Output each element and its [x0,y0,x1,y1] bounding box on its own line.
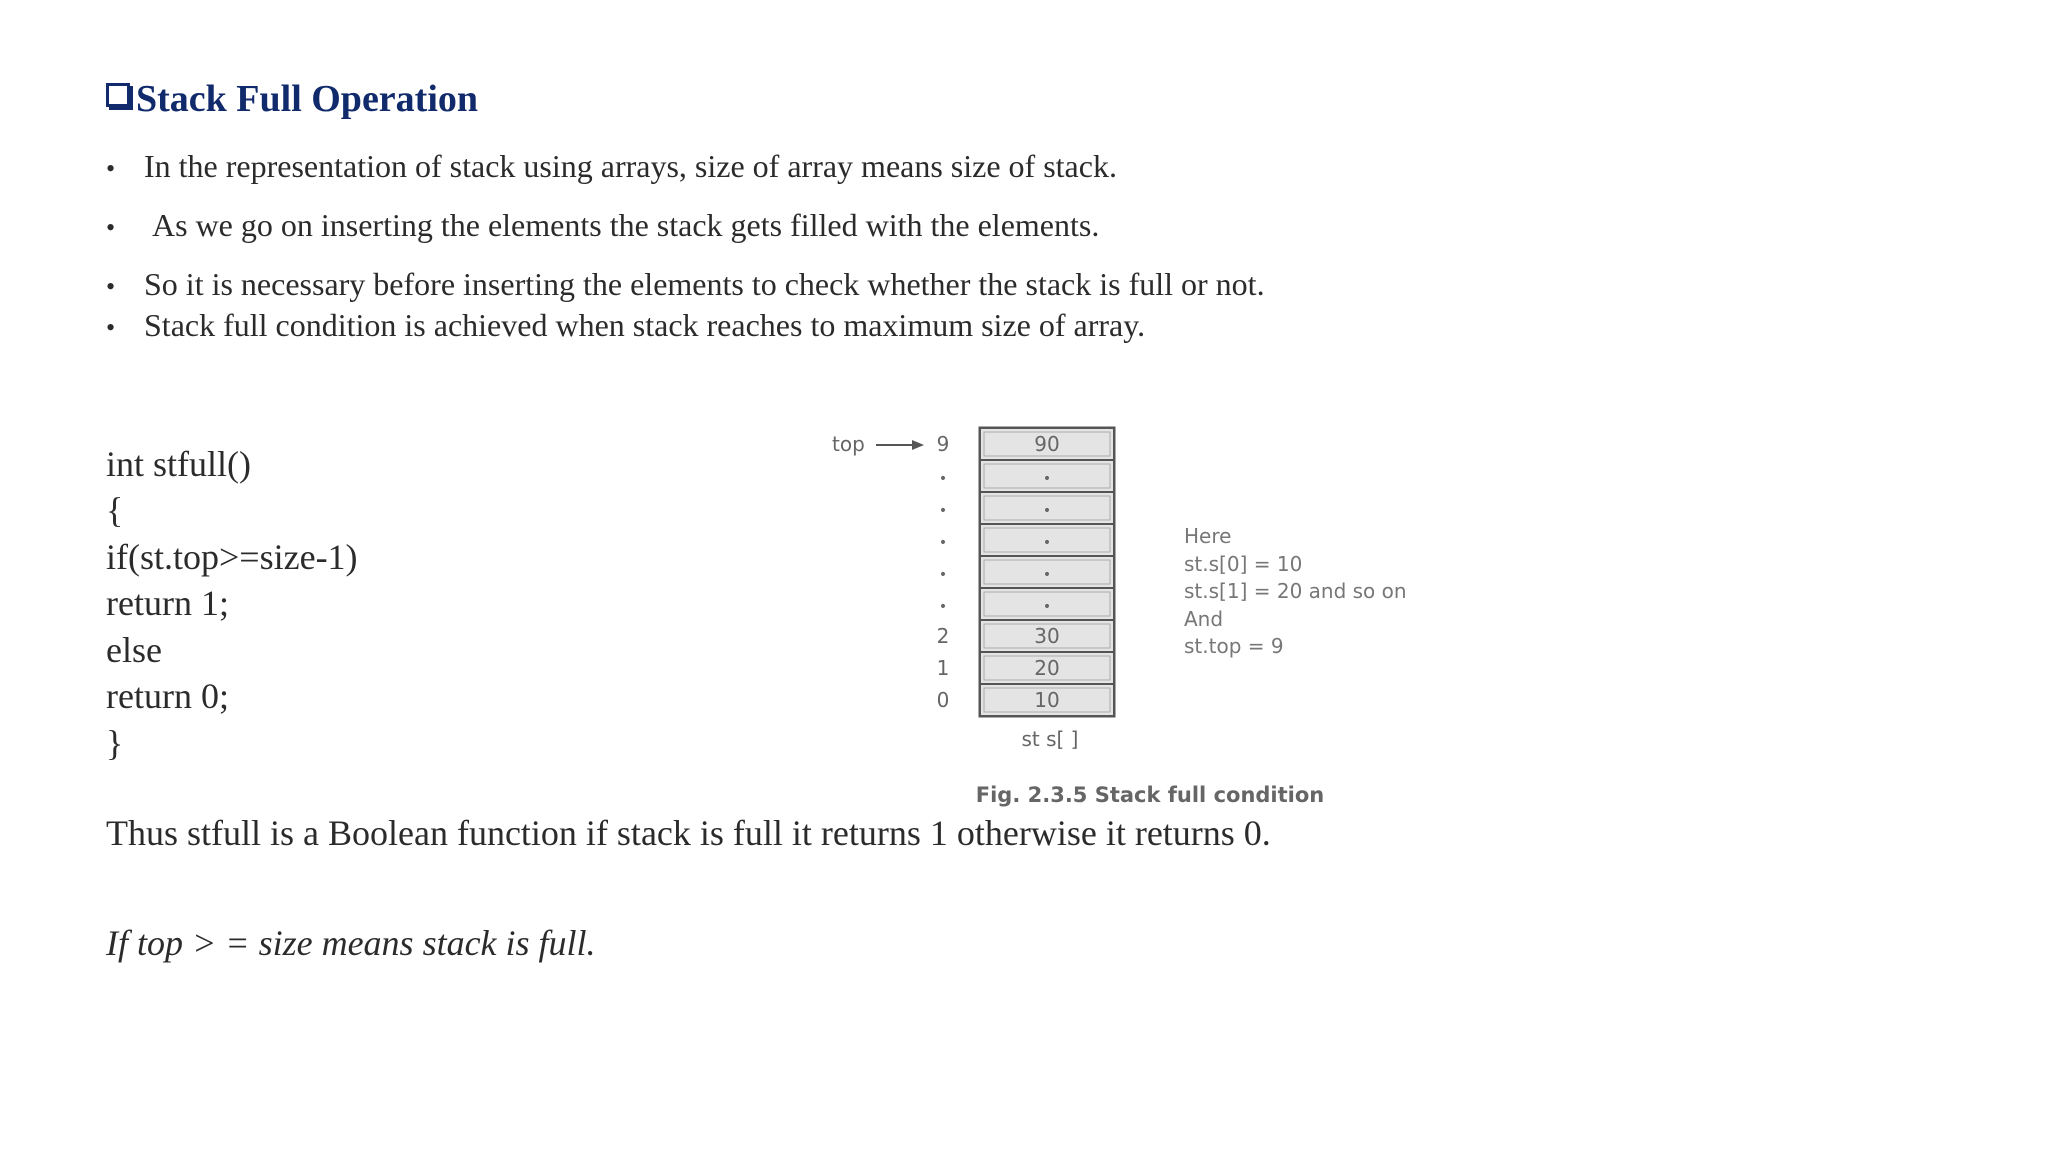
slide-title-text: Stack Full Operation [136,78,479,120]
bullet-text: Stack full condition is achieved when stack reaches to maximum size of array. [144,307,1146,343]
bullet-item [106,309,1145,341]
italic-note: If top > = size means stack is full. [106,923,596,963]
bullet-text: So it is necessary before inserting the elements to check whether the stack is full or not. [144,266,1265,302]
bullet-dot: • [106,213,116,242]
stack-index-label: • [938,599,948,615]
figure-caption: Fig. 2.3.5 Stack full condition [975,783,1325,807]
stack-index-label: 2 [936,624,950,648]
bullet-text: In the representation of stack using arrays, size of array means size of stack. [144,148,1117,184]
top-arrow-icon [876,440,924,450]
stack-cell-value: • [1042,535,1052,551]
stack-cell-value: 30 [1034,624,1060,648]
stack-index-label: 1 [936,656,950,680]
bullet-dot: • [106,313,116,342]
stack-index-label: 9 [936,432,950,456]
figure-note-line: Here [1184,524,1232,548]
code-line: return 1; [106,583,229,623]
code-line: int stfull() [106,444,251,484]
code-line: return 0; [106,676,229,716]
bullet-dot: • [106,272,116,301]
array-label: st s[ ] [1021,727,1079,751]
stack-index-label: • [938,503,948,519]
stack-full-figure [820,388,1460,812]
code-line: { [106,490,124,530]
slide-title [106,80,478,118]
code-line: if(st.top>=size-1) [106,537,358,577]
stack-cell-value: 90 [1034,432,1060,456]
stack-index-label: • [938,471,948,487]
stack-cell-value: • [1042,599,1052,615]
code-line: else [106,630,162,670]
bullet-text: As we go on inserting the elements the stack gets filled with the elements. [152,207,1100,243]
stack-index-label: • [938,535,948,551]
stack-cell-value: • [1042,503,1052,519]
stack-cell-value: • [1042,567,1052,583]
stack-index-label: 0 [936,688,950,712]
stack-index-label: • [938,567,948,583]
bullet-item [106,268,1265,300]
bullet-item [106,150,1117,182]
stack-cells [937,428,1114,716]
hollow-square-bullet-icon [106,83,130,107]
stack-diagram [820,388,1460,812]
bullet-item [106,209,1099,241]
top-pointer-label: top [832,432,865,456]
figure-note-line: And [1184,607,1224,631]
stack-cell-value: • [1042,471,1052,487]
code-line: } [106,723,124,763]
stack-cell-value: 20 [1034,656,1060,680]
figure-note-line: st.s[1] = 20 and so on [1184,579,1407,603]
bullet-dot: • [106,154,116,183]
stack-cell-value: 10 [1034,688,1060,712]
summary-text: Thus stfull is a Boolean function if stack is full it returns 1 otherwise it returns 0. [106,813,1271,853]
figure-note-line: st.s[0] = 10 [1184,552,1303,576]
figure-note-line: st.top = 9 [1184,634,1284,658]
